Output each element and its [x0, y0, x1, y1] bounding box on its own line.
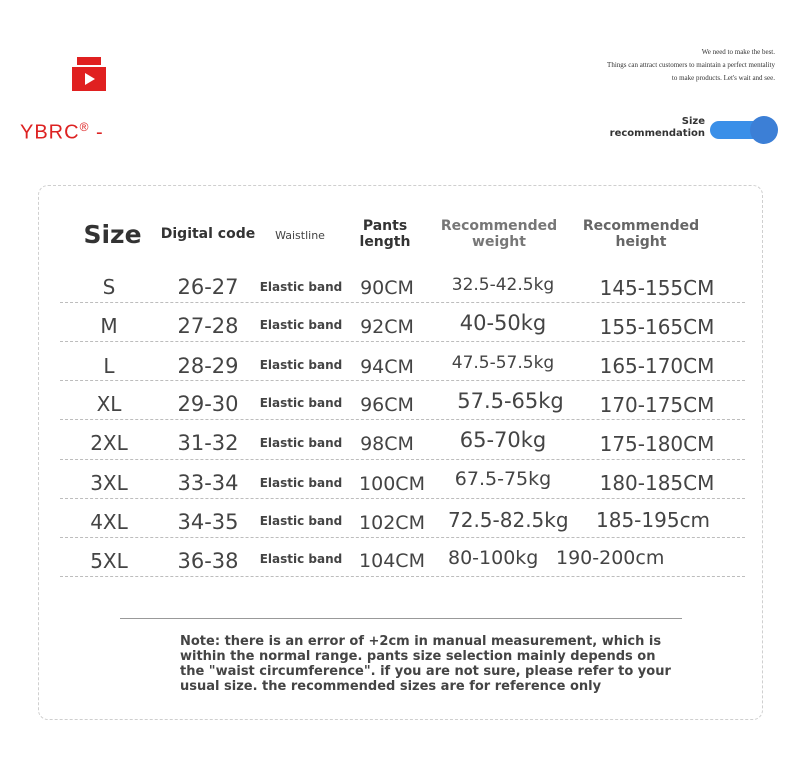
cell-code: 29-30 [177, 392, 239, 416]
cell-height: 175-180CM [599, 432, 715, 456]
cell-length: 102CM [359, 512, 425, 534]
cell-code: 26-27 [177, 275, 239, 299]
cell-weight: 65-70kg [459, 428, 547, 452]
cell-waistline: Elastic band [259, 396, 343, 410]
header-pants-length: Pants length [359, 218, 411, 250]
tagline-line: We need to make the best. [701, 48, 775, 56]
cell-height: 165-170CM [599, 354, 715, 378]
header-recommended-height: Recommended height [582, 218, 700, 250]
cell-length: 104CM [359, 550, 425, 572]
row-divider [60, 537, 745, 538]
cell-waistline: Elastic band [259, 514, 343, 528]
cell-waistline: Elastic band [259, 358, 343, 372]
cell-length: 94CM [360, 356, 414, 378]
cell-height: 185-195cm [596, 508, 711, 532]
cell-weight: 80-100kg [448, 547, 539, 569]
cell-weight: 40-50kg [459, 311, 547, 335]
measurement-note: Note: there is an error of +2cm in manual measurement, which is within the normal range. pants size selection mainly depends on the "waist circumference". if you are not sure, please refer to your usual size. the recommended sizes are for reference only [180, 634, 671, 694]
row-divider [60, 498, 745, 499]
cell-code: 33-34 [177, 471, 239, 495]
header-digital-code: Digital code [160, 226, 256, 242]
cell-size: 3XL [90, 471, 128, 495]
cell-length: 96CM [360, 394, 414, 416]
cell-height: 155-165CM [599, 315, 715, 339]
row-divider [60, 419, 745, 420]
cell-code: 34-35 [177, 510, 239, 534]
section-divider [120, 618, 682, 619]
cell-length: 100CM [359, 473, 425, 495]
cell-length: 90CM [360, 277, 414, 299]
row-divider [60, 341, 745, 342]
cell-size: M [100, 314, 118, 338]
cell-code: 31-32 [177, 431, 239, 455]
size-recommendation-label: Size recommendation [609, 116, 705, 139]
cell-weight: 47.5-57.5kg [451, 353, 555, 373]
toggle-knob [750, 116, 778, 144]
cell-height: 180-185CM [599, 471, 715, 495]
cell-waistline: Elastic band [259, 436, 343, 450]
cell-length: 98CM [360, 433, 414, 455]
header-size: Size [83, 220, 142, 249]
cell-size: 2XL [90, 431, 128, 455]
cell-weight: 67.5-75kg [454, 468, 552, 490]
cell-weight: 57.5-65kg [457, 389, 564, 413]
tagline [607, 46, 775, 85]
cell-waistline: Elastic band [259, 552, 343, 566]
size-recommendation-toggle[interactable] [710, 117, 776, 143]
cell-weight: 72.5-82.5kg [448, 508, 569, 532]
cell-size: S [102, 275, 116, 299]
cell-height: 170-175CM [599, 393, 715, 417]
cell-code: 28-29 [177, 354, 239, 378]
row-divider [60, 380, 745, 381]
row-divider [60, 302, 745, 303]
header-waistline: Waistline [275, 229, 325, 242]
brand-name: YBRC® - [20, 120, 104, 144]
cell-height: 145-155CM [599, 276, 715, 300]
cell-size: 4XL [90, 510, 128, 534]
tagline-line: to make products. Let's wait and see. [671, 74, 775, 82]
cell-waistline: Elastic band [259, 318, 343, 332]
tagline-line: Things can attract customers to maintain a perfect mentality [607, 61, 775, 69]
cell-size: L [103, 354, 115, 378]
cell-height: 190-200cm [556, 547, 665, 569]
cell-waistline: Elastic band [259, 476, 343, 490]
cell-code: 27-28 [177, 314, 239, 338]
cell-size: XL [96, 392, 122, 416]
row-divider [60, 576, 745, 577]
cell-length: 92CM [360, 316, 414, 338]
cell-size: 5XL [90, 549, 128, 573]
cell-waistline: Elastic band [259, 280, 343, 294]
row-divider [60, 459, 745, 460]
cell-code: 36-38 [177, 549, 239, 573]
header-recommended-weight: Recommended weight [440, 218, 558, 250]
shop-bag-icon [70, 55, 108, 93]
cell-weight: 32.5-42.5kg [451, 275, 555, 295]
